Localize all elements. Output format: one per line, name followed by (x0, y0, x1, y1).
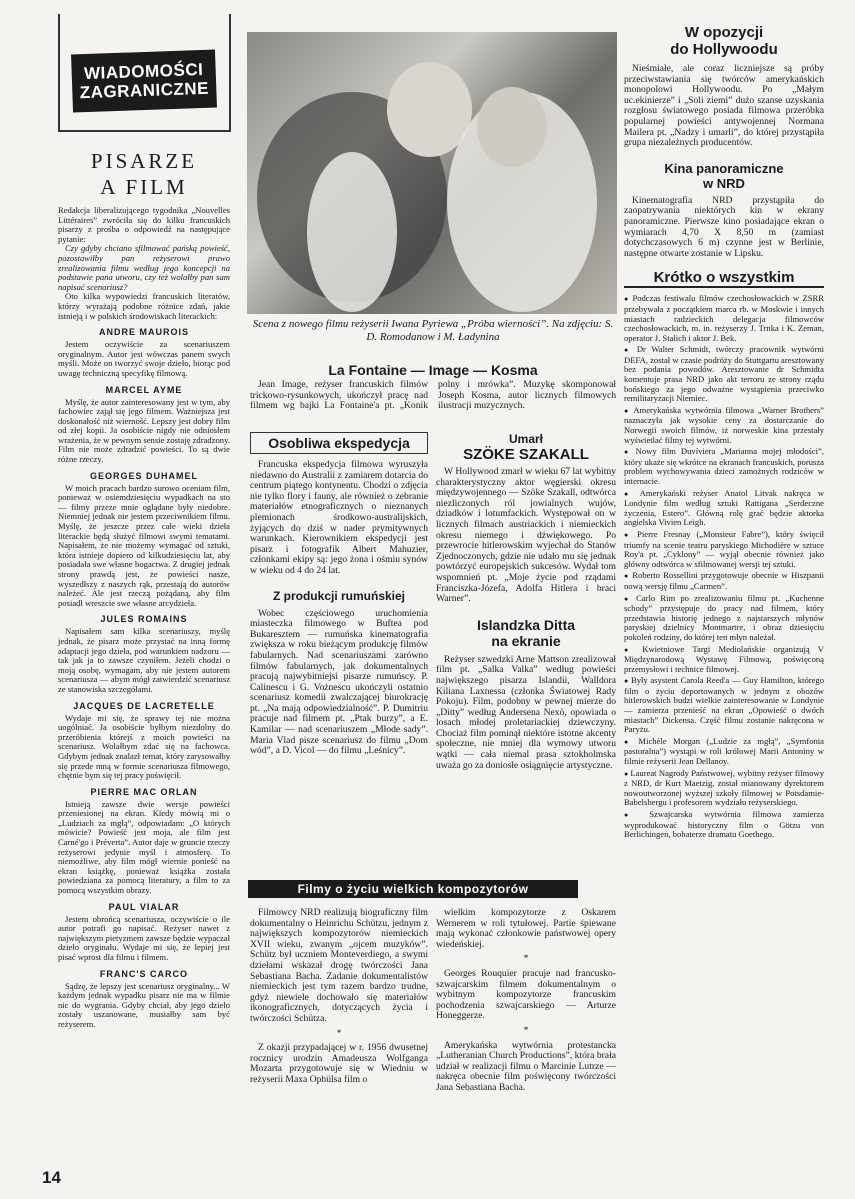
center-right-column (436, 432, 616, 771)
krotko-item: ● Carlo Rim po zrealizowaniu filmu pt. „Kuchenne schody” przystępuje do pracy nad filmem, który przedstawia historię jednego z najstarszych młynów paryskiej dzielnicy Montmartre, i obraz dziesięciu pokoleń rodziny, do której ten młyn należał. (624, 594, 824, 643)
szakall-text: W Hollywood zmarł w wieku 67 lat wybitny charakterystyczny aktor węgierski okresu międzywojennego — Szöke Szakall, odtwórca niezliczonych ról jowialnych wujów, dziadków i lotumfackich. Występował on w licznych filmach austriackich i niemieckich okresu niemego i dźwiękowego. Po przewrocie hitlerowskim wyjechał do Stanów Zjednoczonych, gdzie nie udało mu się jednak powtórzyć europejskich sukcesów. Wydał tom wspomnień pt. „Moje życie pod rządami Franciszka-Józefa, Adolfa Hitlera i braci Warner”. (436, 466, 616, 605)
krotko-item: ● Laureat Nagrody Państwowej, wybitny reżyser filmowy z NRD, dr Kurt Maetzig, został mianowany dyrektorem nowoutworzonej wyższej szkoły filmowej w Potsdamie-Babelsbergu i profesorem wydziału reżyserskiego. (624, 769, 824, 808)
author-statement: Napisałem sam kilka scenariuszy, myślę jednak, że pisarz może przystać na inną formę adaptacji jego dzieła, pod warunkiem nadzoru — tak jak ja to zawsze czyniłem. Jeżeli chodzi o moją osobę, wymagam, aby nie jestem autorem scenariusza — abym mógł zatwierdzić scenariusz ze stanowiska szczegółami. (58, 626, 230, 694)
lafontaine-heading: La Fontaine — Image — Kosma (328, 362, 538, 378)
right-column (624, 24, 824, 842)
author-name: JULES ROMAINS (100, 614, 188, 625)
frame-line (58, 14, 60, 132)
kompozytorzy-col1 (250, 908, 428, 1086)
author-name: MARCEL AYME (105, 384, 183, 395)
krotko-item: ● Kwietniowe Targi Mediolańskie organizują V Międzynarodową Wystawę Filmową, poświęconą przemysłowi i technice filmowej. (624, 645, 824, 675)
author-statement: Sądzę, że lepszy jest scenariusz oryginalny... W każdym jednak wypadku pisarz nie ma w filmie nic do wygrania. Gdyby chciał, aby jego dzieło zostały uszanowane, musiałby sam być reżyserem. (58, 980, 230, 1029)
islandzka-heading-line2: na ekranie (491, 632, 561, 649)
kompozytorzy-text: Filmowcy NRD realizują biograficzny film dokumentalny o Heinrichu Schützu, jednym z największych kompozytorów niemieckich XVII wieku, zwanym „ojcem muzyków”. Schütz był uczniem Monteverdiego, a swymi dziełami wskazał drogę twórczości Jana Sebastiana Bacha. Zadanie dokumentalistów niemieckich jest tym razem bardzo trudne, gdyż niewiele dochowało się materiałów ikonograficznych, dotyczących życia i twórczości Schütza. (250, 907, 428, 1024)
frame-line (229, 14, 231, 132)
separator-asterisk: * (523, 953, 529, 965)
krotko-item: ● Amerykański reżyser Anatol Litvak nakręca w Londynie film według sztuki Rattigana „Serdeczne życzenia, Estero”. Główną rolę grać będzie aktorka angielska Vivien Leigh. (624, 489, 824, 528)
osobliwa-heading: Osobliwa ekspedycja (250, 432, 428, 454)
rumunskie-text: Wobec częściowego uruchomienia miasteczka filmowego w Buftea pod Bukaresztem — rumuńska kinematografia zwiększa w roku bieżącym produkcję filmów fabularnych. Nad scenariuszami zarówno filmów fabularnych, jak dokumentalnych pracują najwybitniejsi pisarze rumuńscy. P. Calinescu i G. Vożnescu ukończyli ostatnio scenariusz komedii zwalczającej biurokrację pt. „Na mają odpowiedzialność”. P. Dumitriu pracuje nad filmem pt. „Ptak burzy”, a E. Kamilar — nad scenariuszem „Młode sady”. Maria Vlad pisze scenariusz do filmu „Dom wód”, a D. Vicol — do filmu „Leśnicy”. (250, 607, 428, 757)
hollywood-heading-line1: W opozycji (684, 24, 764, 41)
author-name: PAUL VIALAR (108, 901, 180, 912)
author-name: PIERRE MAC ORLAN (90, 786, 198, 797)
krotko-item: ● Szwajcarska wytwórnia filmowa zamierza wyprodukować historyczny film o Götzu von Berlichingen, bohaterze dramatu Goethego. (624, 810, 824, 840)
author-name: GEORGES DUHAMEL (89, 470, 198, 481)
main-article (58, 148, 230, 1030)
center-left-column (250, 432, 428, 757)
separator-asterisk: * (336, 1027, 342, 1039)
krotko-item: ● Pierre Fresnay („Monsieur Fabre”), który święcił triumfy na scenie teatru paryskiego Michodière w sztuce Roy'a pt. „Cyklony” — wyjął obecnie również jako główny odtwórca w sfilmowanej wersji tej sztuki. (624, 530, 824, 569)
kompozytorzy-text: Amerykańska wytwórnia protestancka „Lutheranian Church Productions”, która brała udział w realizacji filmu o Marcinie Lutrze — nakręca obecnie film poświęcony twórczości Jana Sebastiana Bacha. (436, 1039, 616, 1093)
author-name: JACQUES DE LACRETELLE (73, 700, 215, 711)
krotko-item: ● Były asystent Carola Reed'a — Guy Hamilton, którego film o życiu deportowanych w jednym z obozów hitlerowskich budzi wielkie zainteresowanie w Londynie — zamierza przenieść na ekran „Opowieść o dwóch miastach” Dickensa. Część filmu zostanie nakręcona w Paryżu. (624, 676, 824, 735)
krotko-item: ● Dr Walter Schmidt, twórczy pracownik wytwórni DEFA, został w czasie podróży do Stuttgartu aresztowany bez podania powodów. Aresztowanie dr Schmidta komentuje prasa NRD jako akt terroru ze strony rządu bońskiego za jego odważne wystąpienia przeciwko remilitaryzacji Niemiec. (624, 345, 824, 404)
author-statement: Myślę, że autor zainteresowany jest w tym, aby fachowiec zajął się jego filmem. Ważniejsza jest doskonałość niż wierność. Lepszy jest dobry film od złej kopii. Ja osobiście nigdy nie odniosłem wrażenia, że w pewnym sensie zostaję zdradzony. Film nie może zdradzić powieści. To są dwie różne rzeczy. (58, 396, 230, 465)
islandzka-text: Reżyser szwedzki Arne Mattson zrealizował film pt. „Salka Valka” według powieści największego pisarza Islandii, Walldora Kiliana Laxnessa (członka Światowej Rady Pokoju). Film, podobny w pewnej mierze do „Ditty” według Andersena Nexö, opowiada o losach młodej proletariackiej dziewczyny. Chociaż film pominął niektóre istotne akcenty społeczne, nie mniej dla wymowy utworu wątki — cała niemal prasa sztokholmska uważa go za doniosłe osiągnięcie artystyczne. (436, 653, 616, 771)
rumunskie-heading: Z produkcji rumuńskiej (272, 588, 406, 603)
krotko-item: ● Nowy film Duvíviera „Marianna mojej młodości”, który ukaże się wkrótce na ekranach francuskich, porusza problem wychowywania dzieci zamożnych rodziców w internacie. (624, 447, 824, 486)
lafontaine-article (250, 380, 616, 412)
szakall-heading-line2: SZÖKE SZAKALL (463, 446, 589, 463)
lafontaine-text: Jean Image, reżyser francuskich filmów trickowo-rysunkowych, ukończył pracę nad filmem wg bajki La Fontaine'a pt. „Konik polny i mrówka”. Muzykę skomponował Joseph Kosma, autor licznych filmowych ilustracji muzycznych. (250, 379, 616, 412)
author-statement: Jestem obrońcą scenariusza, oczywiście o ile autor potrafi go napisać. Reżyser nawet z największym pietyzmem zawsze będzie wypaczał dzieło oryginału. Wydaje mi się, że lepiej jest pisać wprost dla filmu i filmem. (58, 913, 230, 962)
kompozytorzy-col2 (436, 908, 616, 1094)
krotko-item: ● Amerykańska wytwórnia filmowa „Warner Brothers” naznaczyła jak wysokie ceny za dostarczanie do Norwegii swoich filmów, iż norweskie kina przestały wyświetlać filmy tej wytwórni. (624, 406, 824, 445)
kompozytorzy-text: wielkim kompozytorze z Oskarem Wernerem w roli tytułowej. Partie śpiewane mają wykonać członkowie państwowej opery wiedeńskiej. (436, 907, 616, 950)
hollywood-heading-line2: do Hollywoodu (670, 41, 778, 58)
kompozytorzy-heading: Filmy o życiu wielkich kompozytorów (248, 880, 578, 898)
author-statement: Istnieją zawsze dwie wersje powieści przeniesionej na ekran. Kiedy mówią mi o „Ludziach za mgłą”, odpowiadam: „O których mówicie? Powieść jest moja, ale film jest Carné'go i Préverta”. Autor daje w gruncie rzeczy reżyserowi jedynie myśl i atmosferę. To niemożliwe, aby film mógł wiernie ponieść na ekran książkę, ponieważ książka została powiedziana za pomocą literatury, a film to za pomocą wszystkim obrazy. (58, 798, 230, 896)
section-logo: WIADOMOŚCI ZAGRANICZNE (71, 50, 217, 113)
article-intro: Redakcja liberalizującego tygodnika „Nouvelles Littéraires” zwróciła się do kilku francuskich pisarzy z prośba o odpowiedź na następujące pytanie: (58, 205, 230, 244)
islandzka-heading-line1: Islandzka Ditta (476, 616, 576, 633)
frame-line (58, 130, 230, 132)
krotko-list (624, 294, 824, 839)
krotko-item: ● Roberto Rossellini przygotowuje obecnie w Hiszpanii nową wersję filmu „Carmen”. (624, 571, 824, 591)
author-name: ANDRE MAUROIS (98, 327, 189, 338)
panoramiczne-text: Kinematografia NRD przystąpiła do zaopatrywania niektórych kin w ekrany panoramiczne. Pierwsze kino posiadające ekran o wymiarach 4,70 X 8,50 m (zamiast dotychczasowych 6 m) czynne jest w Berlinie, następne otwarte zostanie w Lipsku. (624, 194, 824, 259)
panoramiczne-heading-line1: Kina panoramiczne (664, 160, 784, 176)
article-title-line2: A FILM (100, 175, 188, 199)
page-number: 14 (42, 1168, 61, 1187)
photo-caption: Scena z nowego filmu reżyserii Iwana Pyriewa „Próba wierności”. Na zdjęciu: S. D. Romodanow i M. Ładynina (252, 318, 614, 343)
kompozytorzy-text: Georges Rouquier pracuje nad francusko-szwajcarskim filmem dokumentalnym o wybitnym kompozytorze francuskim pochodzenia szwajcarskiego — Arturze Honeggerze. (436, 967, 616, 1022)
krotko-item: ● Michèle Morgan („Ludzie za mgłą”, „Symfonia pastoralna”) wystąpi w roli królowej Marii Antoniny w filmie reżyserii Jean Dellanoy. (624, 737, 824, 767)
article-title-line1: PISARZE (90, 149, 198, 173)
kompozytorzy-text: Z okazji przypadającej w r. 1956 dwusetnej rocznicy urodzin Amadeusza Wolfganga Mozarta przygotowuje się w Wiedniu w reżyserii Maxa Ophülsa film o (250, 1042, 428, 1085)
article-question: Czy gdyby chciano sfilmować pańską powieść, pozostawiłby pan reżyserowi prawo zrealizowania filmu według jego koncepcji na podstawie pana utworu, czy też wolałby pan sam napisać scenariusz? (58, 243, 230, 292)
panoramiczne-heading-line2: w NRD (703, 175, 745, 191)
article-intro2: Oto kilka wypowiedzi francuskich literatów, którzy wyrażają podobne różnice zdań, jakie istnieją i w polskich środowiskach literackich: (58, 291, 230, 321)
szakall-heading-line1: Umarł (508, 432, 543, 446)
krotko-item: ● Podczas festiwalu filmów czechosłowackich w ZSRR przebywała z początkiem marca rb. w Moskwie i innych miastach radzieckich delegacja filmowców czechosłowackich, m. in. reżyserzy J. Trnka i K. Zeman, operator J. Stalich i aktor J. Bek. (624, 294, 824, 343)
hollywood-text: Nieśmiałe, ale coraz liczniejsze są próby przeciwstawiania się twórców amerykańskich monopolowi Hollywoodu. Po „Małym uc.ekinierze” i „Soli ziemi” dużo szanse uzyskania rozgłosu światowego posiada filmowa przeróbka popularnej powieści antywojennej Normana Mailera pt. „Nadzy i umarli”, do której przystąpiła grupa niezależnych producentów. (624, 63, 824, 149)
film-still-photo (247, 32, 617, 314)
author-name: FRANC'S CARCO (99, 968, 189, 979)
author-statement: W moich pracach bardzo surowo oceniam film, ponieważ w osiemdziesięciu wypadkach na sto — filmy przeze mnie oglądane były niedobre. Niemniej jednak nie jestem przeciwnikiem filmu. Myślę, że jeszcze przez całe wieki dzieła literackie będą służyć filmowi swymi tematami. Napisałem, że nie możemy wymagać od sztuki, która istnieje dopiero od kilkudziesięciu lat, aby posiadała swe własne bogactwa. Z drugiej jednak strony prawdą jest, że powieści nasze, wyszedłszy z naszych rąk, przestają do autorów należeć. Ale jest rzeczą pożądaną, aby film posiadł wreszcie swe własne arcydzieła. (58, 482, 230, 608)
osobliwa-text: Francuska ekspedycja filmowa wyruszyła niedawno do Australii z zamiarem dotarcia do centrum piątego kontynentu. Chodzi o zdjęcia nie tylko flory i fauny, ale również o zebranie materiałów etnograficznych o nieznanych plemionach środkowo-australijskich, żyjących do dziś w nader prymitywnych warunkach. Kierownikiem ekspedycji jest pisarz i fotografik Albert Mahuzier, członkami ekipy są: jego żona i ośmiu synów w wieku od 4 do 24 lat. (250, 459, 428, 576)
krotko-heading: Krótko o wszystkim (624, 269, 824, 288)
author-statement: Wydaje mi się, że sprawy tej nie można uogólniać. Ja osobiście byłbym niezdolny do przeróbienia którejś z moich powieści na scenariusz. Wolałbym zdać się na fachowca. Gdybym jednak znalazł temat, który zarysowałby się przede mną w formie scenariusza filmowego, chętnie bym się tej pracy poświęcił. (58, 712, 230, 781)
separator-asterisk: * (523, 1024, 529, 1036)
author-statement: Jestem oczywiście za scenariuszem oryginalnym. Autor jest wówczas panem swych myśli. Może on tworzyć swoje dzieło, biorąc pod uwagę techniczną specyfikę filmową. (58, 339, 230, 378)
